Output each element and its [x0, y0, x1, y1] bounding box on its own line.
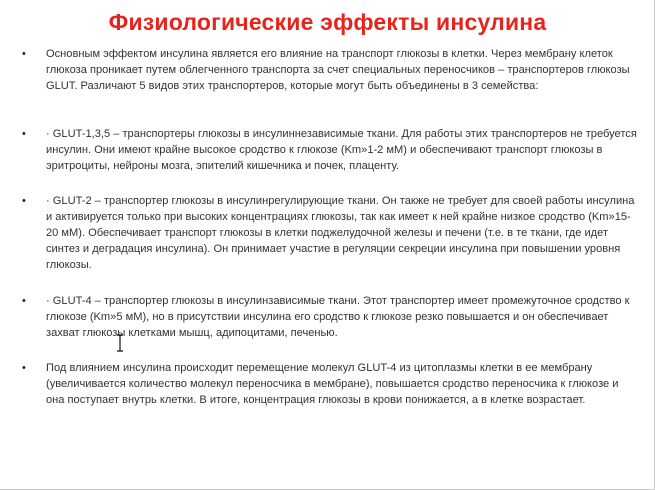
bullet-text: Под влиянием инсулина происходит перемещение молекул GLUT-4 из цитоплазмы клетки в ее мембрану (увеличивается количество молекул переносчика в мембране), повышается сродство переносчика к глюкозе и она поступает внутрь клетки. В итоге, концентрация глюкозы в крови понижается, а в клетке возрастает. — [46, 362, 619, 406]
bullet-text: Основным эффектом инсулина является его влияние на транспорт глюкозы в клетки. Через мембрану клеток глюкоза проникает путем облегченного транспорта за счет специальных переносчиков – транспортеров глюкозы GLUT. Различают 5 видов этих транспортеров, которые могут быть объединены в 3 семейства: — [46, 48, 630, 92]
bullet-marker: • — [22, 295, 26, 307]
text-cursor-icon — [115, 334, 125, 352]
bullet-marker: • — [22, 362, 26, 374]
bullet-marker: • — [22, 195, 26, 207]
slide-title: Физиологические эффекты инсулина — [108, 9, 547, 35]
bullet-text: · GLUT-1,3,5 – транспортеры глюкозы в инсулиннезависимые ткани. Для работы этих транспортеров не требуется инсулин. Они имеют крайне высокое сродство к глюкозе (Km»1-2 мМ) и обеспечивают транспорт глюкозы в эритроциты, нейроны мозга, эпителий кишечника и почек, плаценту. — [46, 128, 637, 172]
bullet-marker: • — [22, 48, 26, 60]
bullet-text: · GLUT-4 – транспортер глюкозы в инсулинзависимые ткани. Этот транспортер имеет промежуточное сродство к глюкозе (Km»5 мМ), но в присутствии инсулина его сродство к глюкозе резко повышается и он обеспечивает захват глюкозы клетками мышц, адипоцитами, печенью. — [46, 295, 630, 339]
bullet-marker: • — [22, 128, 26, 140]
bullet-text: · GLUT-2 – транспортер глюкозы в инсулинрегулирующие ткани. Он также не требует для своей работы инсулина и активируется только при высоких концентрациях глюкозы, так как имеет к ней крайне низкое сродство (Km»15-20 мМ). Обеспечивает транспорт глюкозы в клетки поджелудочной железы и печени (т.е. в те ткани, где идет синтез и деградация инсулина). Он принимает участие в регуляции секреции инсулина при повышении уровня глюкозы. — [46, 195, 635, 271]
